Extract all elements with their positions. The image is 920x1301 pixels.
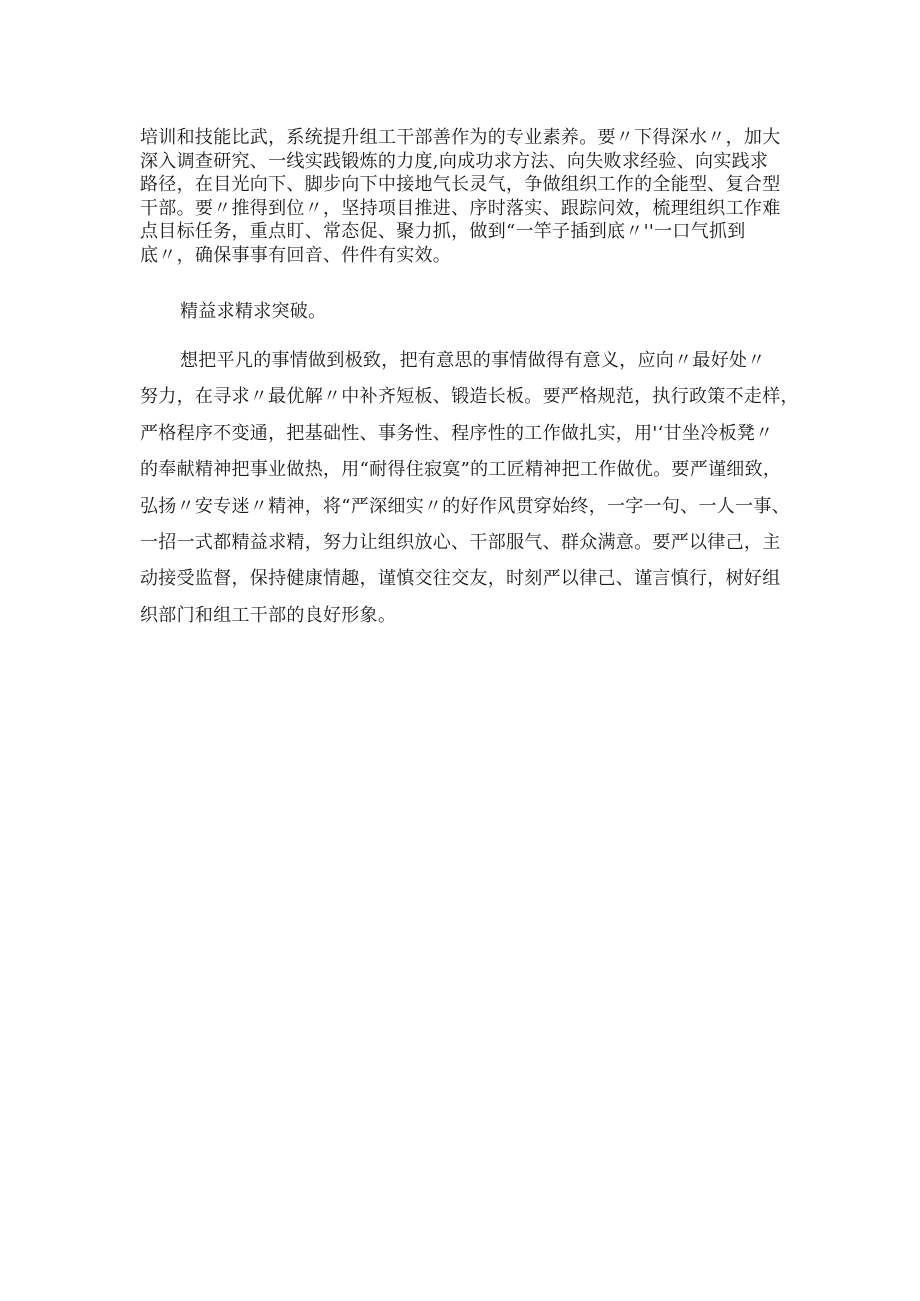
text-line: 干部。要〃推得到位〃，坚持项目推进、序时落实、跟踪问效，梳理组织工作难 [140,197,781,219]
paragraph-excellence [140,346,800,637]
text-line: 严格程序不变通，把基础性、事务性、程序性的工作做扎实，用'‘甘坐冷板凳〃 [140,422,774,444]
text-line: 底〃，确保事事有回音、件件有实效。 [140,244,452,266]
text-line: 想把平凡的事情做到极致，把有意思的事情做得有意义，应向〃最好处〃 [180,350,766,371]
text-line: 深入调查研究、一线实践锻炼的力度,向成功求方法、向失败求经验、向实践求 [140,150,769,172]
text-line: 织部门和组工干部的良好形象。 [140,604,397,626]
text-line: 培训和技能比武，系统提升组工干部善作为的专业素养。要〃下得深水〃，加大 [140,127,781,148]
paragraph-training [140,126,790,267]
text-line: 弘扬〃安专迷〃精神，将“严深细实〃的好作风贯穿始终，一字一句、一人一事、 [140,495,790,517]
text-line: 的奉献精神把事业做热，用“耐得住寂寞”的工匠精神把工作做优。要严谨细致， [140,459,782,481]
text-line: 努力，在寻求〃最优解〃中补齐短板、锻造长板。要严格规范，执行政策不走样， [140,386,799,408]
text-line: 动接受监督，保持健康情趣，谨慎交往交友，时刻严以律己、谨言慎行，树好组 [140,568,781,590]
text-line: 点目标任务，重点盯、常态促、聚力抓，做到“一竿子插到底〃''一口气抓到 [140,221,746,242]
text-line: 一招一式都精益求精，努力让组织放心、干部服气、群众满意。要严以律己，主 [140,531,781,553]
text-line: 路径，在目光向下、脚步向下中接地气长灵气，争做组织工作的全能型、复合型 [140,174,781,195]
section-heading: 精益求精求突破。 [180,301,327,322]
